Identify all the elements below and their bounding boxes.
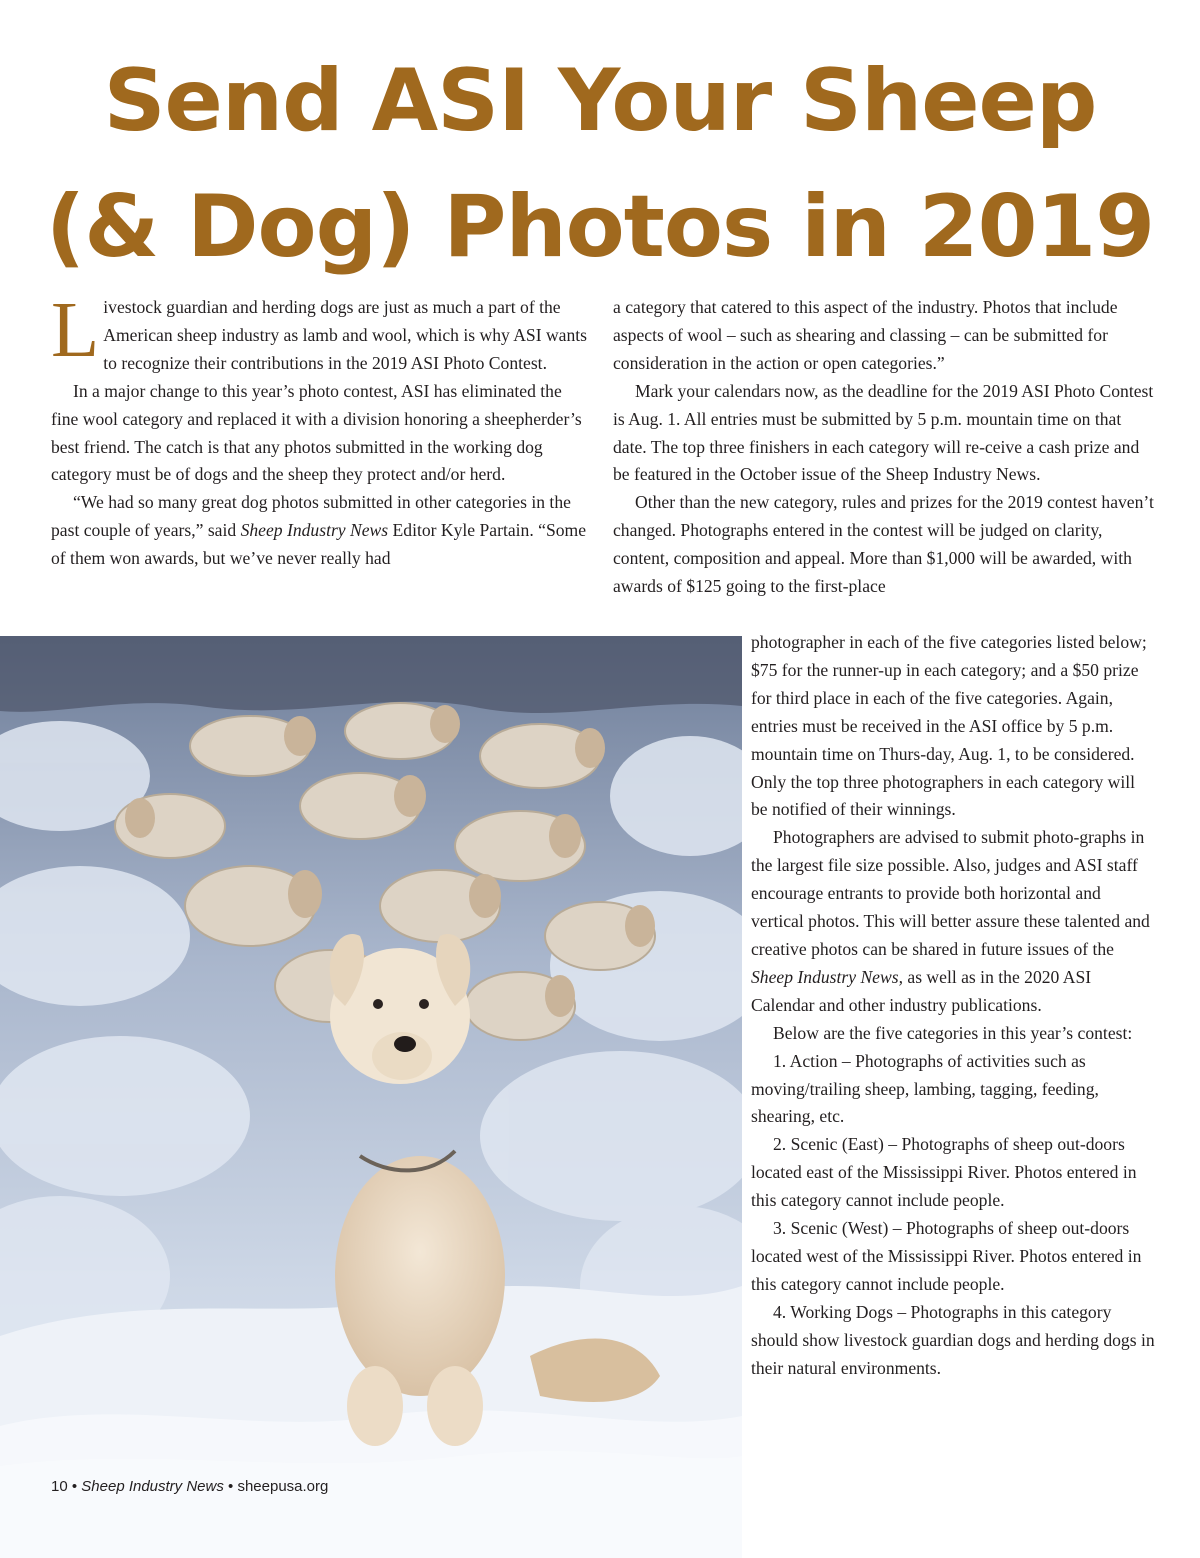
column-left xyxy=(51,287,591,573)
page-number: 10 xyxy=(51,1478,68,1495)
paragraph-quote xyxy=(51,489,591,573)
column-right-bottom xyxy=(751,629,1155,1382)
category-scenic-east: 2. Scenic (East) – Photographs of sheep out-doors located east of the Mississippi River. Photos entered in this category cannot include people. xyxy=(751,1134,1137,1211)
advice-text-a: Photographers are advised to submit photo-graphs in the largest file size possible. Also, judges and ASI staff encourage entrants to provide both horizontal and vertical photos. This will better assure these talented and creative photos can be shared in future issues of the xyxy=(751,827,1150,959)
category-action: 1. Action – Photographs of activities such as moving/trailing sheep, lambing, tagging, feeding, shearing, etc. xyxy=(751,1050,1099,1127)
drop-cap: L xyxy=(51,287,100,374)
title-line-2: (& Dog) Photos in 2019 xyxy=(45,177,1155,277)
paragraph-quote-continued: a category that catered to this aspect of the industry. Photos that include aspects of wool – such as shearing and classing – can be submitted for consideration in the action or open categories.” xyxy=(613,297,1118,373)
category-scenic-west: 3. Scenic (West) – Photographs of sheep out-doors located west of the Mississippi River. Photos entered in this category cannot include people. xyxy=(751,1218,1142,1294)
advice-text-b: as well as in the 2020 ASI Calendar and other industry publications. xyxy=(751,966,1092,1015)
title-line-1: Send ASI Your Sheep xyxy=(103,51,1097,151)
paragraph-categories-intro: Below are the five categories in this year’s contest: xyxy=(773,1022,1133,1043)
publication-name: Sheep Industry News xyxy=(240,520,389,541)
intro-text: ivestock guardian and herding dogs are just as much a part of the American sheep industry as lamb and wool, which is why ASI wants to recognize their contributions in the 2019 ASI Photo Contest. xyxy=(103,297,588,373)
quote-text-a: “We had so many great dog photos submitted in other categories in the past couple of years,” said xyxy=(51,492,571,541)
publication-name-2: Sheep Industry News, xyxy=(751,966,903,987)
paragraph-change: In a major change to this year’s photo contest, ASI has eliminated the fine wool category and replaced it with a division honoring a sheepherder’s best friend. The catch is that any photos submitted in the working dog category must be of dogs and the sheep they protect and/or herd. xyxy=(51,380,582,485)
paragraph-intro xyxy=(51,287,591,378)
quote-text-b: Editor Kyle Partain. “Some of them won awards, but we’ve never really had xyxy=(51,520,587,569)
paragraph-advice xyxy=(751,824,1155,1019)
paragraph-prizes: Other than the new category, rules and prizes for the 2019 contest haven’t changed. Photographs entered in the contest will be judged on clarity, content, composition and appeal. More than $1,000 will be awarded, with awards of $125 going to the first-place xyxy=(613,492,1154,597)
footer-separator: • xyxy=(67,1478,82,1495)
footer-separator-2: • xyxy=(223,1478,238,1495)
paragraph-deadline: Mark your calendars now, as the deadline for the 2019 ASI Photo Contest is Aug. 1. All entries must be submitted by 5 p.m. mountain time on that date. The top three finishers in each category will re-ceive a cash prize and be featured in the October issue of the Sheep Industry News. xyxy=(613,380,1154,485)
footer-publication: Sheep Industry News xyxy=(81,1478,224,1495)
column-right-top xyxy=(613,294,1155,601)
page-footer xyxy=(51,1478,328,1495)
footer-website: sheepusa.org xyxy=(237,1478,329,1495)
category-working-dogs: 4. Working Dogs – Photographs in this category should show livestock guardian dogs and herding dogs in their natural environments. xyxy=(751,1301,1155,1378)
article-title xyxy=(0,38,1200,290)
paragraph-prizes-continued: photographer in each of the five categories listed below; $75 for the runner-up in each category; and a $50 prize for third place in each of the five categories. Again, entries must be received in the ASI office by 5 p.m. mountain time on Thurs-day, Aug. 1, to be considered. Only the top three photographers in each category will be notified of their winnings. xyxy=(751,632,1147,820)
dog-and-sheep-photo xyxy=(0,636,742,1558)
